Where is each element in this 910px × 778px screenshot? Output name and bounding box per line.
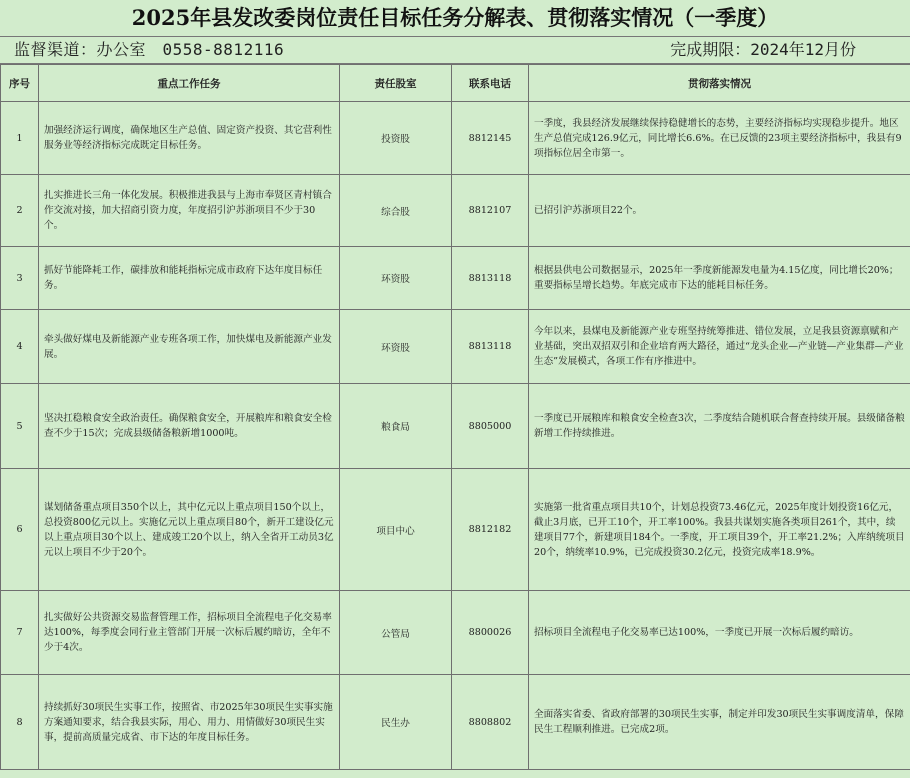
cell-task[interactable]: 谋划储备重点项目350个以上，其中亿元以上重点项目150个以上，总投资800亿元以上。实施亿元以上重点项目80个，新开工建设亿元以上重点项目30个以上、建成竣工20个以上，纳入全省开工动员3亿元以上项目不少于20个。 [39, 469, 340, 591]
page-title: 2025年县发改委岗位责任目标任务分解表、贯彻落实情况（一季度） [0, 0, 910, 37]
cell-status[interactable]: 一季度已开展粮库和粮食安全检查3次，二季度结合随机联合督查持续开展。县级储备粮新增工作持续推进。 [529, 384, 910, 469]
cell-dept[interactable]: 投资股 [340, 102, 452, 175]
column-header-no[interactable]: 序号 [1, 65, 39, 102]
cell-task[interactable]: 扎实做好公共资源交易监督管理工作，招标项目全流程电子化交易率达100%，每季度会同行业主管部门开展一次标后履约暗访，全年不少于4次。 [39, 591, 340, 675]
table-row [1, 591, 910, 675]
cell-no[interactable]: 3 [1, 247, 39, 310]
deadline: 完成期限：2024年12月份 [670, 40, 856, 59]
cell-task[interactable]: 扎实推进长三角一体化发展。积极推进我县与上海市奉贤区青村镇合作交流对接，加大招商引资力度，年度招引沪苏浙项目不少于30个。 [39, 175, 340, 247]
table-row [1, 175, 910, 247]
table-header-row [1, 65, 910, 102]
table-row [1, 310, 910, 384]
cell-no[interactable]: 2 [1, 175, 39, 247]
cell-phone[interactable]: 8812182 [452, 469, 529, 591]
cell-task[interactable]: 加强经济运行调度，确保地区生产总值、固定资产投资、其它营利性服务业等经济指标完成既定目标任务。 [39, 102, 340, 175]
cell-dept[interactable]: 项目中心 [340, 469, 452, 591]
column-header-status[interactable]: 贯彻落实情况 [529, 65, 910, 102]
cell-no[interactable]: 4 [1, 310, 39, 384]
cell-no[interactable]: 5 [1, 384, 39, 469]
column-header-dept[interactable]: 责任股室 [340, 65, 452, 102]
cell-status[interactable]: 招标项目全流程电子化交易率已达100%，一季度已开展一次标后履约暗访。 [529, 591, 910, 675]
cell-phone[interactable]: 8813118 [452, 247, 529, 310]
cell-phone[interactable]: 8812145 [452, 102, 529, 175]
table-row [1, 247, 910, 310]
cell-dept[interactable]: 公管局 [340, 591, 452, 675]
column-header-phone[interactable]: 联系电话 [452, 65, 529, 102]
cell-status[interactable]: 实施第一批省重点项目共10个，计划总投资73.46亿元，2025年度计划投资16亿元，截止3月底，已开工10个，开工率100%。我县共谋划实施各类项目261个，其中，续建项目77个，新建项目184个。一季度，开工项目39个，开工率21.2%；入库纳统项目20个，纳统率10.9%，已完成投资30.2亿元，投资完成率18.9%。 [529, 469, 910, 591]
task-table [0, 64, 910, 770]
cell-status[interactable]: 根据县供电公司数据显示，2025年一季度新能源发电量为4.15亿度，同比增长20%；重要指标呈增长趋势。年底完成市下达的能耗目标任务。 [529, 247, 910, 310]
cell-status[interactable]: 已招引沪苏浙项目22个。 [529, 175, 910, 247]
cell-no[interactable]: 1 [1, 102, 39, 175]
cell-no[interactable]: 7 [1, 591, 39, 675]
cell-dept[interactable]: 环资股 [340, 247, 452, 310]
cell-dept[interactable]: 民生办 [340, 675, 452, 770]
cell-status[interactable]: 今年以来，县煤电及新能源产业专班坚持统筹推进、错位发展，立足我县资源禀赋和产业基础，突出双招双引和企业培育两大路径，通过“龙头企业—产业链—产业集群—产业生态”发展模式，各项工作有序推进中。 [529, 310, 910, 384]
table-row [1, 469, 910, 591]
cell-dept[interactable]: 综合股 [340, 175, 452, 247]
sub-header [0, 37, 910, 64]
cell-task[interactable]: 坚决扛稳粮食安全政治责任。确保粮食安全，开展粮库和粮食安全检查不少于15次；完成县级储备粮新增1000吨。 [39, 384, 340, 469]
cell-status[interactable]: 一季度，我县经济发展继续保持稳健增长的态势，主要经济指标均实现稳步提升。地区生产总值完成126.9亿元，同比增长6.6%。在已反馈的23项主要经济指标中，我县有9项指标位居全市第一。 [529, 102, 910, 175]
cell-no[interactable]: 6 [1, 469, 39, 591]
cell-phone[interactable]: 8805000 [452, 384, 529, 469]
cell-task[interactable]: 牵头做好煤电及新能源产业专班各项工作，加快煤电及新能源产业发展。 [39, 310, 340, 384]
cell-status[interactable]: 全面落实省委、省政府部署的30项民生实事，制定并印发30项民生实事调度清单，保障民生工程顺利推进。已完成2项。 [529, 675, 910, 770]
cell-phone[interactable]: 8813118 [452, 310, 529, 384]
cell-phone[interactable]: 8812107 [452, 175, 529, 247]
cell-task[interactable]: 持续抓好30项民生实事工作，按照省、市2025年30项民生实事实施方案通知要求，结合我县实际，用心、用力、用情做好30项民生实事，提前高质量完成省、市下达的年度目标任务。 [39, 675, 340, 770]
cell-phone[interactable]: 8800026 [452, 591, 529, 675]
cell-dept[interactable]: 环资股 [340, 310, 452, 384]
cell-no[interactable]: 8 [1, 675, 39, 770]
cell-task[interactable]: 抓好节能降耗工作，碳排放和能耗指标完成市政府下达年度目标任务。 [39, 247, 340, 310]
cell-phone[interactable]: 8808802 [452, 675, 529, 770]
table-row [1, 675, 910, 770]
table-row [1, 384, 910, 469]
table-row [1, 102, 910, 175]
column-header-task[interactable]: 重点工作任务 [39, 65, 340, 102]
supervision-channel: 监督渠道：办公室 0558-8812116 [14, 40, 285, 59]
cell-dept[interactable]: 粮食局 [340, 384, 452, 469]
